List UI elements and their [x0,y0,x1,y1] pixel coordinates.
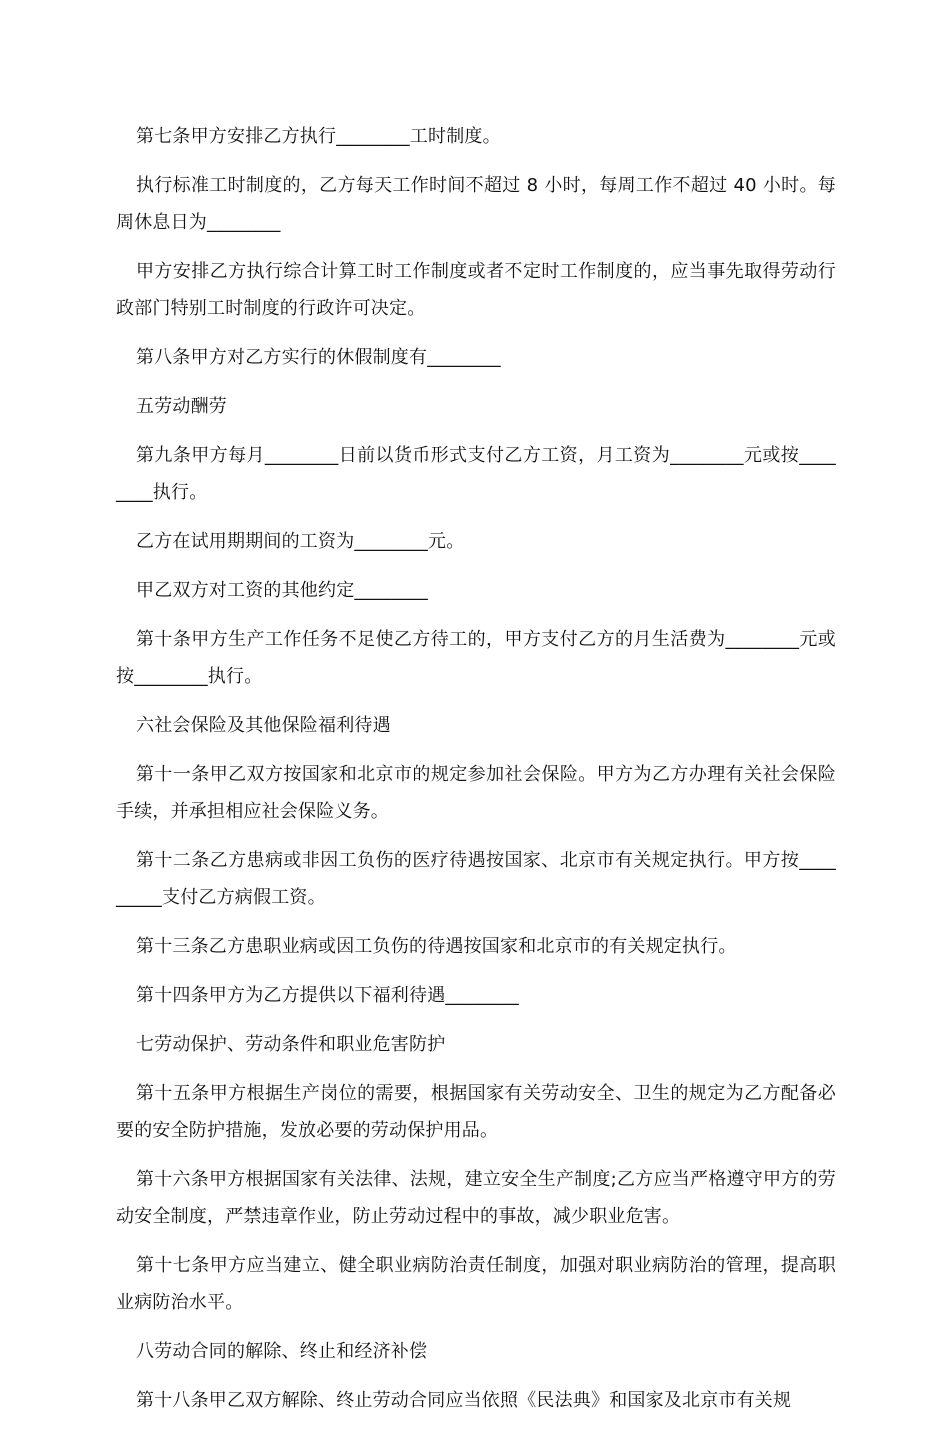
clause-15: 第十五条甲方根据生产岗位的需要，根据国家有关劳动安全、卫生的规定为乙方配备必要的安全防护措施，发放必要的劳动保护用品。 [116,1083,836,1141]
clause-13: 第十三条乙方患职业病或因工负伤的待遇按国家和北京市的有关规定执行。 [136,936,737,957]
section-heading-social-insurance: 六社会保险及其他保险福利待遇 [136,715,391,736]
clause-8: 第八条甲方对乙方实行的休假制度有________ [136,347,501,368]
section-heading-termination: 八劳动合同的解除、终止和经济补偿 [136,1341,428,1362]
clause-12: 第十二条乙方患病或非因工负伤的医疗待遇按国家、北京市有关规定执行。甲方按_________支付乙方病假工资。 [116,850,836,908]
clause-17: 第十七条甲方应当建立、健全职业病防治责任制度，加强对职业病防治的管理，提高职业病防治水平。 [116,1255,836,1313]
document-page [116,118,836,1431]
clause-14: 第十四条甲方为乙方提供以下福利待遇________ [136,985,519,1006]
clause-11: 第十一条甲乙双方按国家和北京市的规定参加社会保险。甲方为乙方办理有关社会保险手续，并承担相应社会保险义务。 [116,764,836,822]
standard-working-hours: 执行标准工时制度的，乙方每天工作时间不超过 8 小时，每周工作不超过 40 小时。每周休息日为________ [116,175,836,233]
clause-9: 第九条甲方每月________日前以货币形式支付乙方工资，月工资为________元或按________执行。 [116,445,836,503]
clause-16: 第十六条甲方根据国家有关法律、法规，建立安全生产制度;乙方应当严格遵守甲方的劳动安全制度，严禁违章作业，防止劳动过程中的事故，减少职业危害。 [116,1169,836,1227]
other-wage-agreement: 甲乙双方对工资的其他约定________ [136,580,428,601]
special-working-hours: 甲方安排乙方执行综合计算工时工作制度或者不定时工作制度的，应当事先取得劳动行政部门特别工时制度的行政许可决定。 [116,261,836,319]
clause-7: 第七条甲方安排乙方执行________工时制度。 [136,126,501,147]
section-heading-labor-protection: 七劳动保护、劳动条件和职业危害防护 [136,1034,446,1055]
section-heading-remuneration: 五劳动酬劳 [136,396,227,417]
probation-wage: 乙方在试用期期间的工资为________元。 [136,531,465,552]
clause-10: 第十条甲方生产工作任务不足使乙方待工的，甲方支付乙方的月生活费为________元或按________执行。 [116,629,836,687]
clause-18: 第十八条甲乙双方解除、终止劳动合同应当依照《民法典》和国家及北京市有关规 [136,1390,792,1411]
